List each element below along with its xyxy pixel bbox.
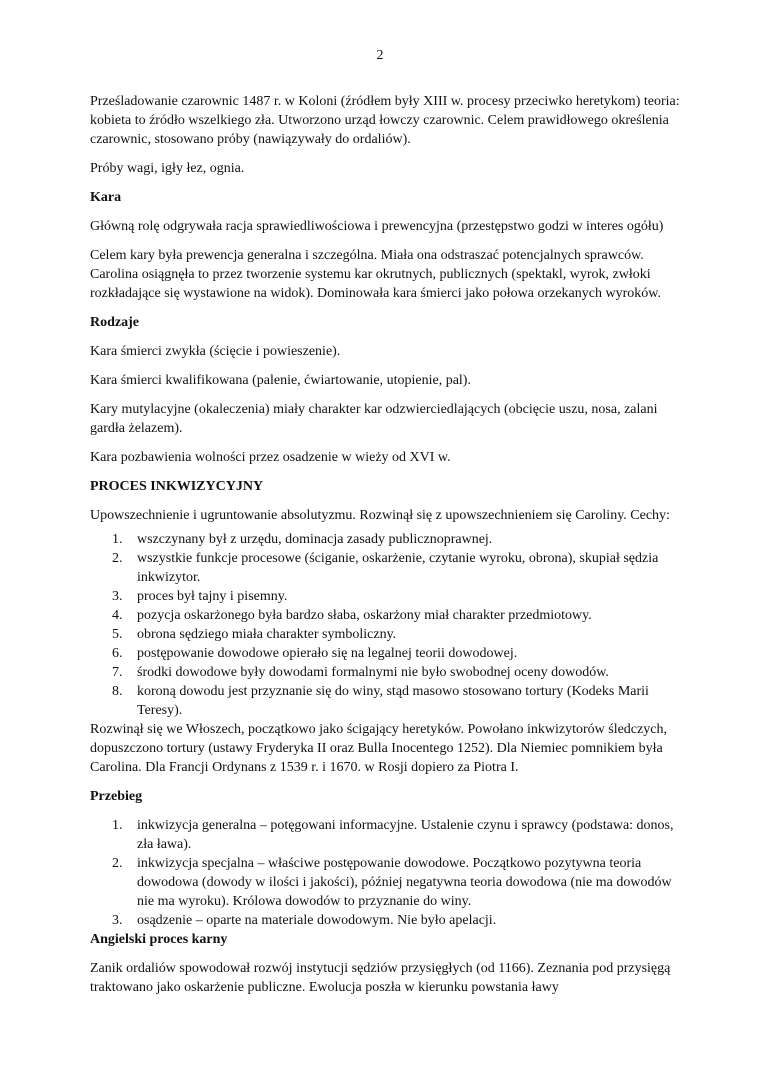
list-item (90, 911, 680, 930)
list-item-number: 2. (112, 551, 123, 566)
proces-outro: Rozwinął się we Włoszech, początkowo jako ścigający heretyków. Powołano inkwizytorów śledczych, dopuszczono tortury (ustawy Fryderyka II oraz Bulla Inocentego 1252). Dla Niemiec pomnikiem była Carolina. Dla Francji Ordynans z 1539 r. i 1670. w Rosji dopiero za Piotra I. (90, 722, 667, 775)
proces-features-list (90, 530, 680, 720)
kara-heading: Kara (90, 190, 122, 205)
rodzaje-heading: Rodzaje (90, 315, 139, 330)
list-item-text: osądzenie – oparte na materiale dowodowym. Nie było apelacji. (137, 913, 497, 928)
list-item-number: 3. (112, 589, 123, 604)
list-item-number: 5. (112, 627, 123, 642)
list-item-text: wszczynany był z urzędu, dominacja zasady publicznoprawnej. (137, 532, 493, 547)
list-item-text: inkwizycja generalna – potęgowani informacyjne. Ustalenie czynu i sprawcy (podstawa: donos, zła ława). (137, 818, 674, 852)
proces-heading: PROCES INKWIZYCYJNY (90, 479, 264, 494)
list-item-text: inkwizycja specjalna – właściwe postępowanie dowodowe. Początkowo pozytywna teoria dowodowa (dowody w ilości i jakości), później negatywna teoria dowodowa (nie ma dowodów nie ma wyroku). Królowa dowodów to przyznanie do winy. (137, 856, 672, 909)
list-item-text: postępowanie dowodowe opierało się na legalnej teorii dowodowej. (137, 646, 518, 661)
kara-paragraph-2: Celem kary była prewencja generalna i szczególna. Miała ona odstraszać potencjalnych sprawców. Carolina osiągnęła to przez tworzenie systemu kar okrutnych, publicznych (spektakl, wyrok, zwłoki rozkładające się wystawione na widok). Dominowała kara śmierci jako połowa orzekanych wyroków. (90, 248, 661, 301)
list-item-text: proces był tajny i pisemny. (137, 589, 288, 604)
list-item (90, 644, 680, 663)
przebieg-heading: Przebieg (90, 789, 143, 804)
rodzaje-item: Kara śmierci zwykła (ścięcie i powieszenie). (90, 344, 341, 359)
list-item (90, 530, 680, 549)
list-item (90, 663, 680, 682)
list-item-text: koroną dowodu jest przyznanie się do winy, stąd masowo stosowano tortury (Kodeks Marii Teresy). (137, 684, 649, 718)
intro-paragraph-2: Próby wagi, igły łez, ognia. (90, 161, 245, 176)
list-item-number: 2. (112, 856, 123, 871)
list-item-text: obrona sędziego miała charakter symboliczny. (137, 627, 397, 642)
list-item-text: wszystkie funkcje procesowe (ściganie, oskarżenie, czytanie wyroku, obrona), skupiał sędzia inkwizytor. (137, 551, 659, 585)
list-item (90, 816, 680, 854)
rodzaje-item: Kara śmierci kwalifikowana (palenie, ćwiartowanie, utopienie, pal). (90, 373, 471, 388)
list-item (90, 682, 680, 720)
proces-intro: Upowszechnienie i ugruntowanie absolutyzmu. Rozwinął się z upowszechnieniem się Caroliny. Cechy: (90, 508, 670, 523)
document-body (90, 92, 680, 1007)
list-item-text: środki dowodowe były dowodami formalnymi nie było swobodnej oceny dowodów. (137, 665, 609, 680)
intro-paragraph-1: Prześladowanie czarownic 1487 r. w Koloni (źródłem były XIII w. procesy przeciwko heretykom) teoria: kobieta to źródło wszelkiego zła. Utworzono urząd łowczy czarownic. Celem prawidłowego określenia czarownic, stosowano próby (nawiązywały do ordaliów). (90, 94, 680, 147)
list-item-number: 4. (112, 608, 123, 623)
list-item (90, 625, 680, 644)
list-item-number: 8. (112, 684, 123, 699)
angielski-heading: Angielski proces karny (90, 932, 228, 947)
angielski-paragraph: Zanik ordaliów spowodował rozwój instytucji sędziów przysięgłych (od 1166). Zeznania pod przysięgą traktowano jako oskarżenie publiczne. Ewolucja poszła w kierunku powstania ławy (90, 961, 671, 995)
list-item-number: 1. (112, 532, 123, 547)
list-item (90, 606, 680, 625)
rodzaje-item: Kary mutylacyjne (okaleczenia) miały charakter kar odzwierciedlających (obcięcie uszu, nosa, zalani gardła żelazem). (90, 402, 658, 436)
list-item-number: 7. (112, 665, 123, 680)
list-item-text: pozycja oskarżonego była bardzo słaba, oskarżony miał charakter przedmiotowy. (137, 608, 592, 623)
list-item-number: 3. (112, 913, 123, 928)
rodzaje-item: Kara pozbawienia wolności przez osadzenie w wieży od XVI w. (90, 450, 451, 465)
list-item (90, 549, 680, 587)
list-item-number: 6. (112, 646, 123, 661)
list-item-number: 1. (112, 818, 123, 833)
list-item (90, 587, 680, 606)
page-number: 2 (376, 48, 384, 63)
kara-paragraph-1: Główną rolę odgrywała racja sprawiedliwościowa i prewencyjna (przestępstwo godzi w interes ogółu) (90, 219, 664, 234)
przebieg-steps-list (90, 816, 680, 930)
list-item (90, 854, 680, 911)
